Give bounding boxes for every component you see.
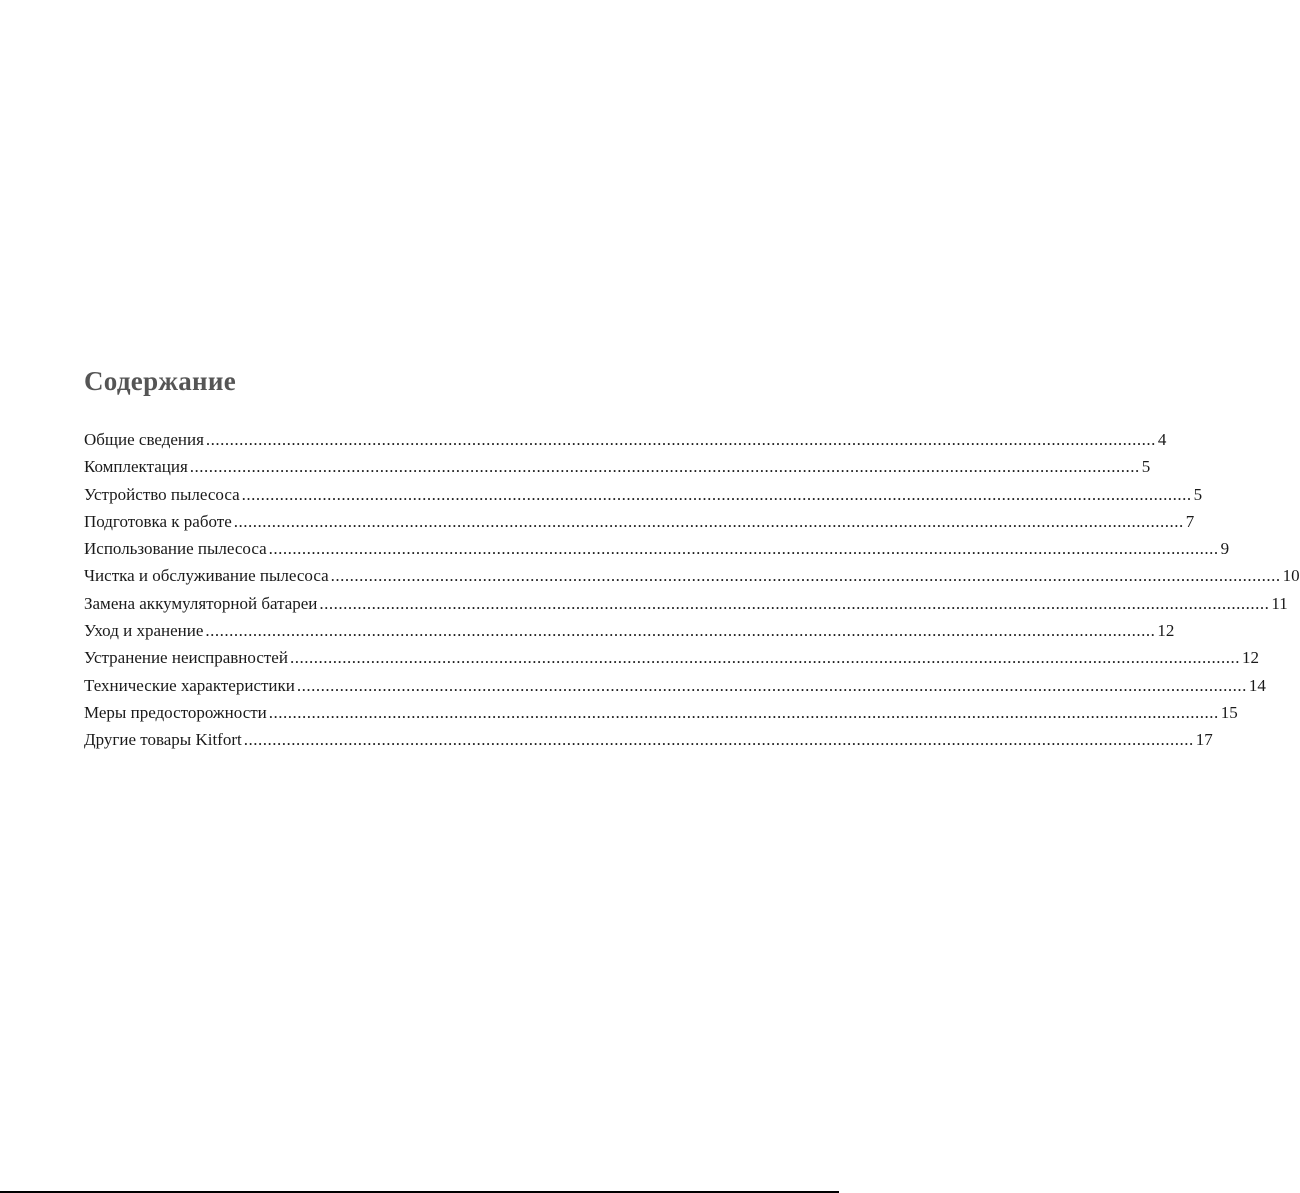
toc-leader-dots: ........................................................................................................................................................................................................ <box>233 511 1184 531</box>
toc-entry-page: 14 <box>1248 675 1266 695</box>
toc-entry-page: 15 <box>1220 702 1238 722</box>
toc-entry-page: 12 <box>1241 648 1259 668</box>
toc-entry-package-contents[interactable] <box>84 457 1151 484</box>
toc-list <box>84 430 1300 758</box>
toc-entry-page: 17 <box>1195 730 1213 750</box>
toc-entry-general-info[interactable] <box>84 430 1167 457</box>
toc-leader-dots: ........................................................................................................................................................................................................ <box>296 675 1247 695</box>
toc-entry-label: Общие сведения <box>84 430 204 449</box>
toc-entry-page: 12 <box>1157 621 1175 641</box>
toc-title: Содержание <box>84 366 237 396</box>
toc-entry-label: Устройство пылесоса <box>84 484 240 504</box>
toc-entry-label: Комплектация <box>84 457 188 477</box>
toc-entry-page: 4 <box>1157 430 1167 449</box>
toc-leader-dots: ........................................................................................................................................................................................................ <box>205 621 1156 641</box>
toc-entry-device-structure[interactable] <box>84 484 1203 512</box>
toc-entry-specifications[interactable] <box>84 675 1266 703</box>
toc-entry-troubleshooting[interactable] <box>84 648 1259 675</box>
toc-entry-label: Меры предосторожности <box>84 702 267 722</box>
toc-entry-safety[interactable] <box>84 702 1238 730</box>
toc-leader-dots: ........................................................................................................................................................................................................ <box>289 648 1240 668</box>
toc-leader-dots: ........................................................................................................................................................................................................ <box>189 457 1140 477</box>
toc-entry-label: Другие товары Kitfort <box>84 730 242 750</box>
toc-entry-label: Чистка и обслуживание пылесоса <box>84 566 329 586</box>
toc-entry-label: Использование пылесоса <box>84 539 267 559</box>
toc-leader-dots: ........................................................................................................................................................................................................ <box>319 593 1270 613</box>
toc-entry-label: Уход и хранение <box>84 621 204 641</box>
toc-entry-page: 10 <box>1282 566 1300 586</box>
toc-leader-dots: ........................................................................................................................................................................................................ <box>243 730 1194 750</box>
toc-entry-page: 11 <box>1271 593 1288 613</box>
toc-entry-other-products[interactable] <box>84 730 1213 757</box>
toc-entry-label: Подготовка к работе <box>84 511 232 531</box>
toc-leader-dots: ........................................................................................................................................................................................................ <box>330 566 1281 586</box>
toc-entry-care-storage[interactable] <box>84 621 1175 648</box>
toc-entry-battery-replacement[interactable] <box>84 593 1288 621</box>
toc-leader-dots: ........................................................................................................................................................................................................ <box>241 484 1192 504</box>
toc-entry-usage[interactable] <box>84 539 1230 566</box>
toc-leader-dots: ........................................................................................................................................................................................................ <box>205 430 1156 449</box>
toc-entry-preparation[interactable] <box>84 511 1195 539</box>
toc-entry-page: 5 <box>1193 484 1203 504</box>
toc-entry-page: 5 <box>1141 457 1151 477</box>
toc-entry-page: 9 <box>1220 539 1230 559</box>
toc-leader-dots: ........................................................................................................................................................................................................ <box>268 702 1219 722</box>
toc-entry-page: 7 <box>1185 511 1195 531</box>
toc-entry-label: Замена аккумуляторной батареи <box>84 593 318 613</box>
toc-entry-cleaning[interactable] <box>84 566 1300 593</box>
toc-entry-label: Технические характеристики <box>84 675 295 695</box>
toc-entry-label: Устранение неисправностей <box>84 648 288 668</box>
toc-leader-dots: ........................................................................................................................................................................................................ <box>268 539 1219 559</box>
